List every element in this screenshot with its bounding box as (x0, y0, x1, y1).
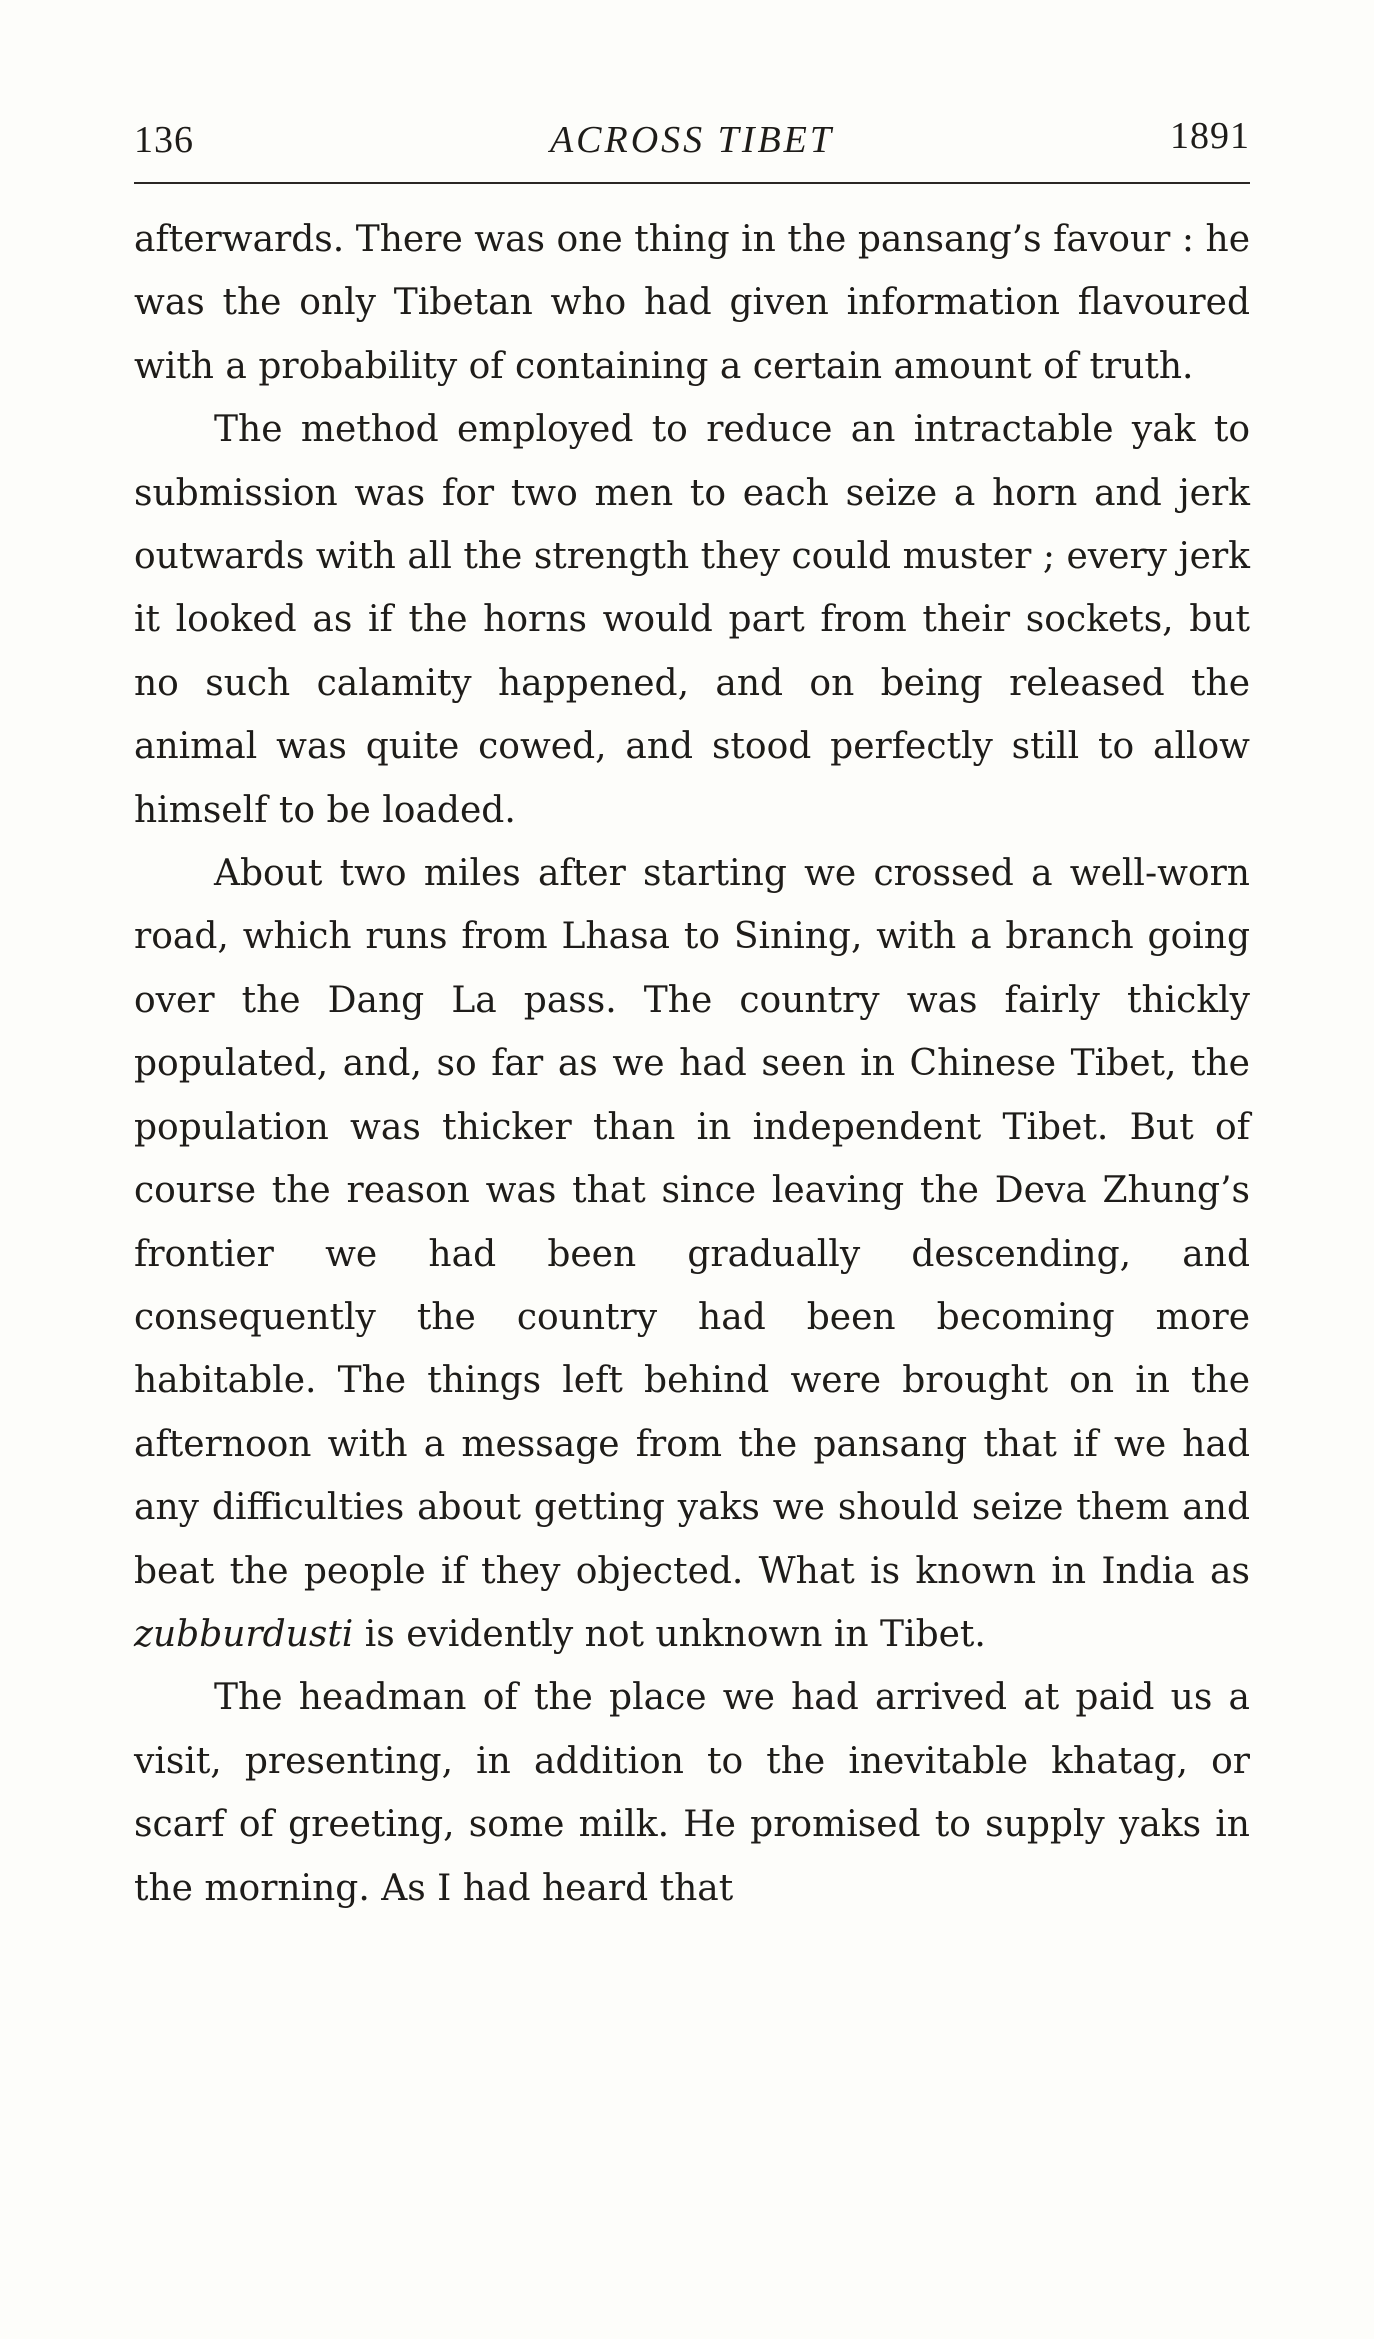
paragraph-headman: The headman of the place we had arrived at paid us a visit, presenting, in addition to the inevitable khatag, or scarf of greeting, some milk. He promised to supply yaks in the morning. As I had heard that (134, 1677, 1250, 1909)
book-page (134, 110, 1250, 1909)
body-text (134, 208, 1250, 1920)
italic-term: zubburdusti (134, 1613, 354, 1655)
paragraph-continuation: afterwards. There was one thing in the pansang’s favour : he was the only Tibetan who had given information flavoured with a probability of containing a certain amount of truth. (134, 219, 1250, 387)
page-number: 136 (134, 119, 194, 161)
header-rule (134, 182, 1250, 184)
paragraph-road-text: About two miles after starting we crossed a well-worn road, which runs from Lhasa to Sining, with a branch going over the Dang La pass. The country was fairly thickly populated, and, so far as we had seen in Chinese Tibet, the population was thicker than in independent Tibet. But of course the reason was that since leaving the Deva Zhung’s frontier we had been gradually descending, and consequently the country had been becoming more habitable. The things left behind were brought on in the afternoon with a message from the pansang that if we had any difficulties about getting yaks we should seize them and beat the people if they objected. What is known in India as (134, 853, 1250, 1592)
paragraph-road-text-end: is evidently not unknown in Tibet. (353, 1613, 986, 1655)
paragraph-yak-method: The method employed to reduce an intractable yak to submission was for two men to each seize a horn and jerk outwards with all the strength they could muster ; every jerk it looked as if the horns would part from their sockets, but no such calamity happened, and on being released the animal was quite cowed, and stood perfectly still to allow himself to be loaded. (134, 409, 1250, 831)
running-head (134, 110, 1250, 174)
paragraph-road-crossing (134, 842, 1250, 1666)
header-year: 1891 (1170, 115, 1250, 157)
running-title: ACROSS TIBET (549, 119, 835, 161)
